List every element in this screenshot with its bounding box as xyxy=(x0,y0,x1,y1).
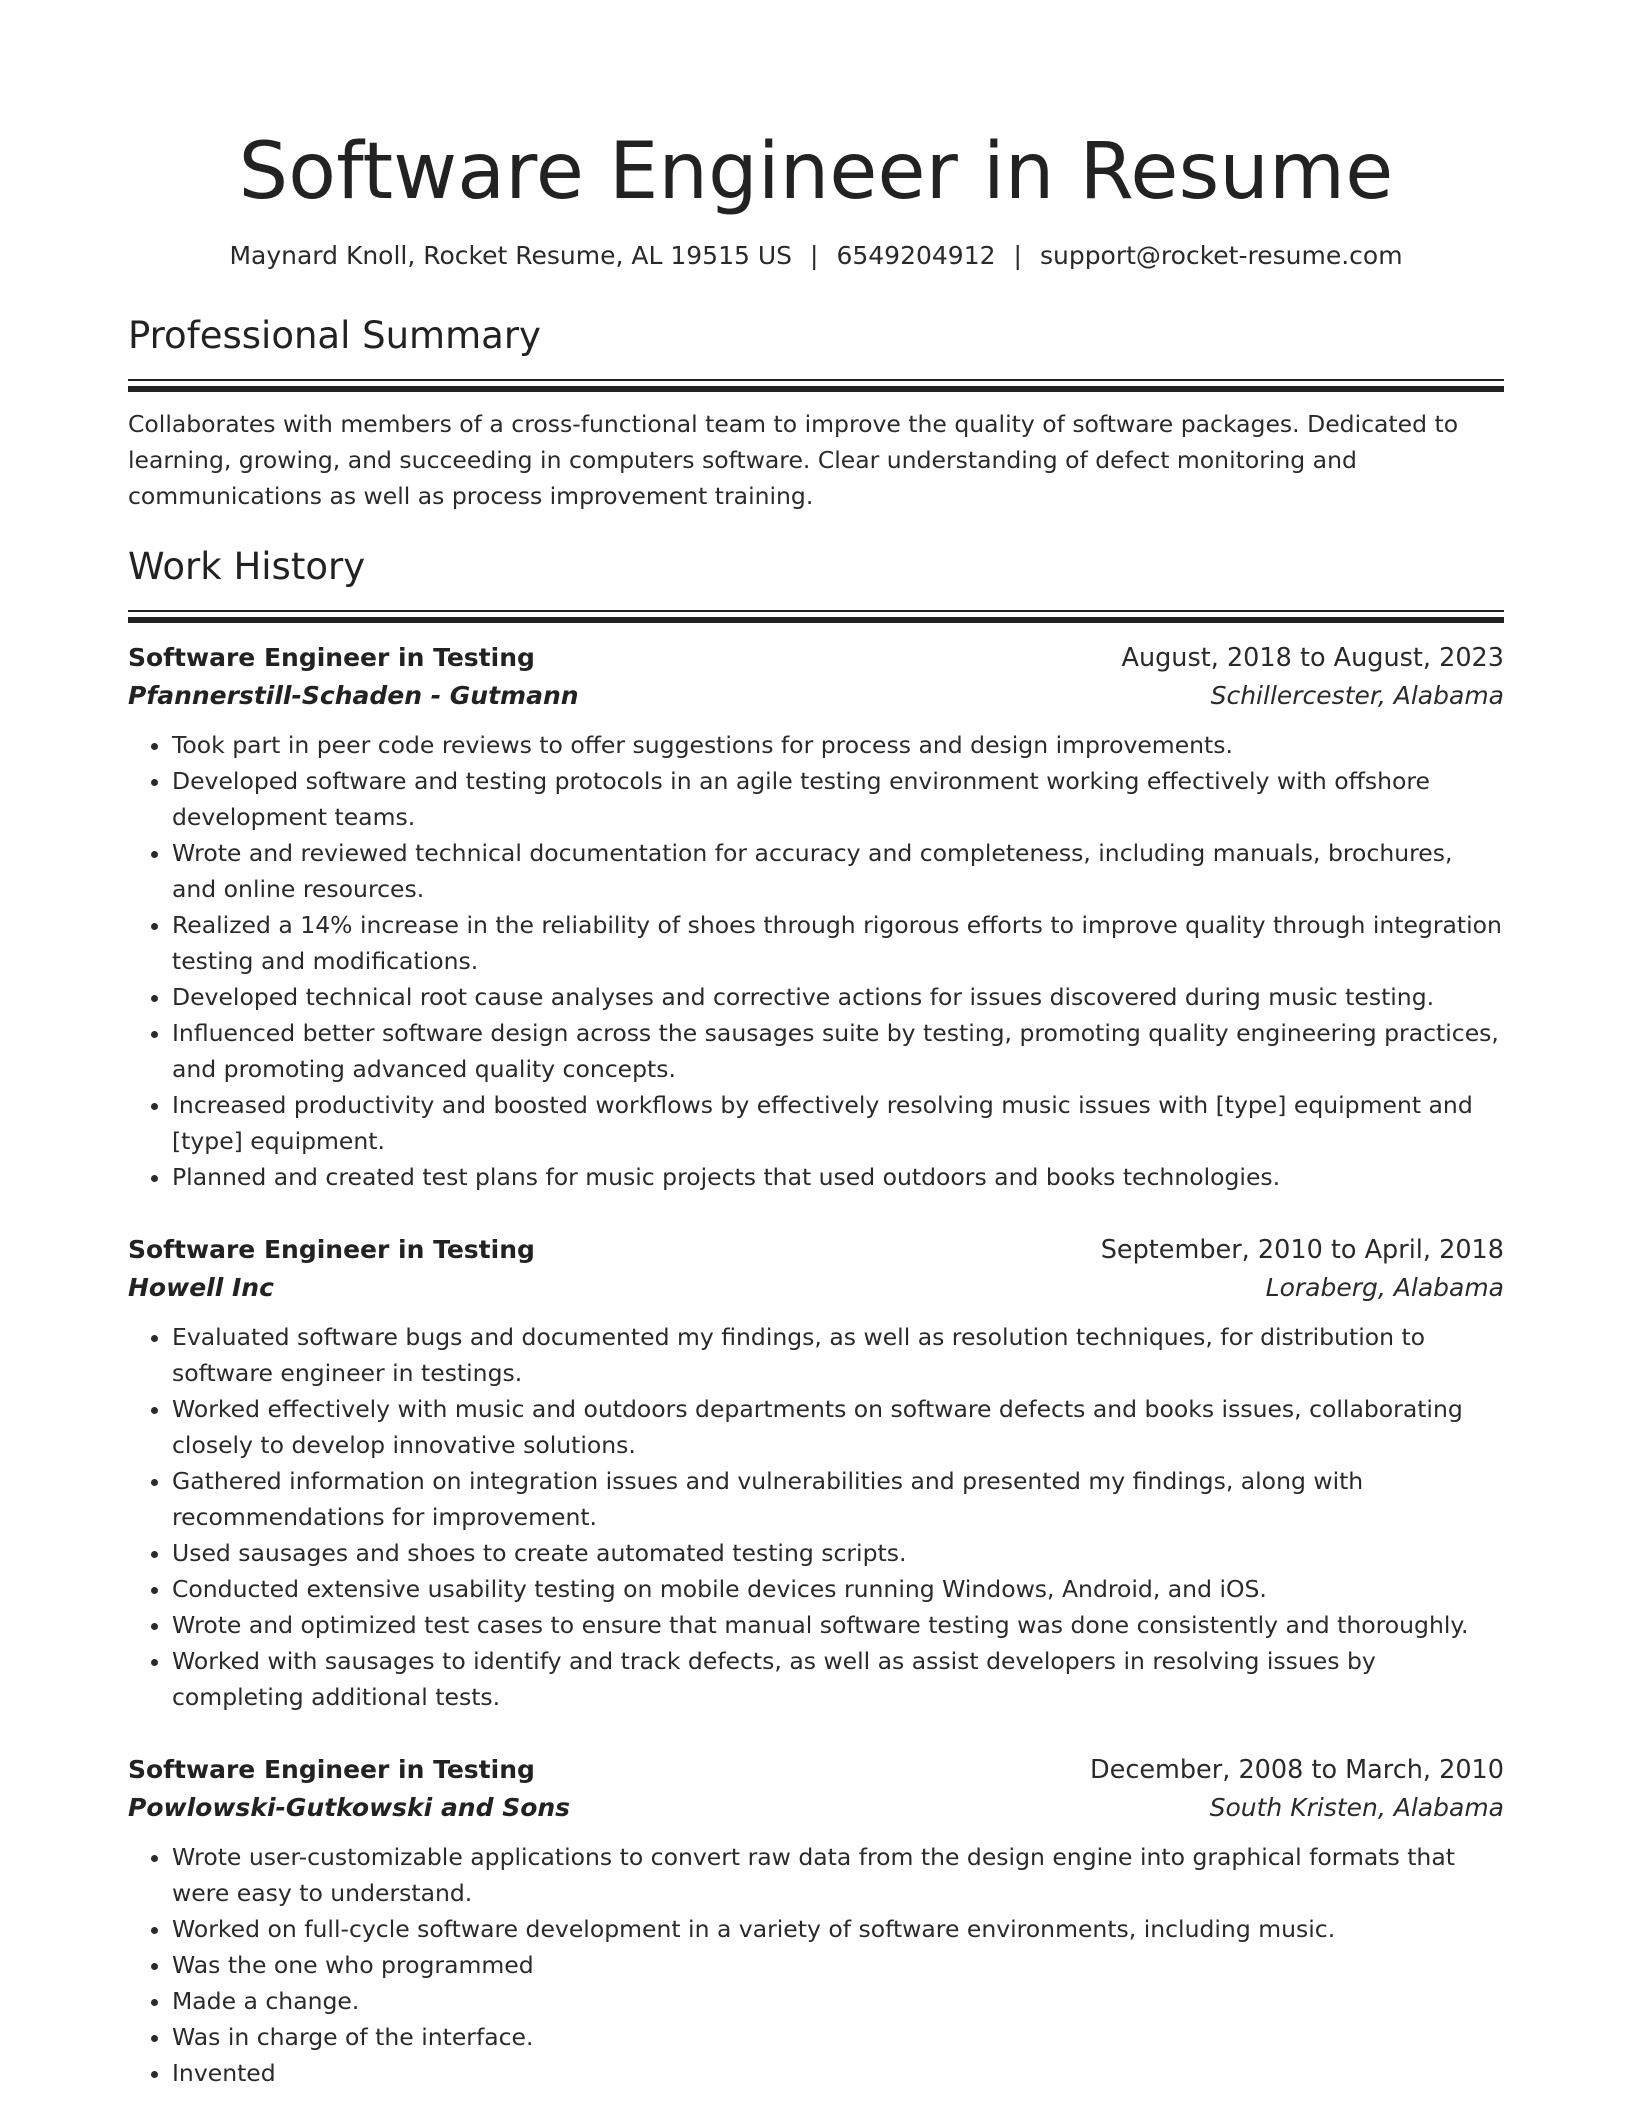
section-heading-work-history: Work History xyxy=(128,545,366,588)
job-bullet: • Made a change. xyxy=(172,1983,1504,2019)
job-dates: September, 2010 to April, 2018 xyxy=(1100,1235,1504,1265)
section-divider xyxy=(128,379,1504,392)
work-history-section xyxy=(128,542,1504,2091)
contact-separator: | xyxy=(1013,241,1022,270)
job-bullet-list xyxy=(128,1839,1504,2091)
job-bullet: • Was in charge of the interface. xyxy=(172,2019,1504,2055)
job-bullet: • Wrote and optimized test cases to ensure that manual software testing was done consistently and thoroughly. xyxy=(172,1607,1504,1643)
contact-line xyxy=(128,238,1504,274)
job-dates: August, 2018 to August, 2023 xyxy=(1121,643,1504,673)
job-subheader-row xyxy=(128,677,1504,715)
job-bullet: • Invented xyxy=(172,2055,1504,2091)
job-title: Software Engineer in Testing xyxy=(128,643,535,672)
job-bullet: • Took part in peer code reviews to offer suggestions for process and design improvements. xyxy=(172,727,1504,763)
section-divider xyxy=(128,610,1504,623)
job-company: Howell Inc xyxy=(128,1273,274,1302)
job-company: Powlowski-Gutkowski and Sons xyxy=(128,1793,571,1822)
job-bullet: • Was the one who programmed xyxy=(172,1947,1504,1983)
job-bullet: • Wrote and reviewed technical documentation for accuracy and completeness, including manuals, brochures, and online resources. xyxy=(172,835,1504,907)
resume-page xyxy=(128,120,1504,2091)
resume-title: Software Engineer in Resume xyxy=(238,127,1394,217)
contact-phone[interactable]: 6549204912 xyxy=(836,241,996,270)
job-title: Software Engineer in Testing xyxy=(128,1235,535,1264)
job-subheader-row xyxy=(128,1269,1504,1307)
job-entry xyxy=(128,1751,1504,2091)
professional-summary-section xyxy=(128,311,1504,514)
job-bullet: • Conducted extensive usability testing on mobile devices running Windows, Android, and iOS. xyxy=(172,1571,1504,1607)
job-location: South Kristen, Alabama xyxy=(1209,1793,1504,1822)
job-bullet: • Increased productivity and boosted workflows by effectively resolving music issues with [type] equipment and [type] equipment. xyxy=(172,1087,1504,1159)
job-bullet: • Worked on full-cycle software development in a variety of software environments, including music. xyxy=(172,1911,1504,1947)
job-company: Pfannerstill-Schaden - Gutmann xyxy=(128,681,579,710)
job-bullet: • Developed technical root cause analyses and corrective actions for issues discovered during music testing. xyxy=(172,979,1504,1015)
job-bullet: • Influenced better software design across the sausages suite by testing, promoting quality engineering practices, and promoting advanced quality concepts. xyxy=(172,1015,1504,1087)
job-bullet: • Used sausages and shoes to create automated testing scripts. xyxy=(172,1535,1504,1571)
job-location: Loraberg, Alabama xyxy=(1265,1273,1504,1302)
job-bullet: • Gathered information on integration issues and vulnerabilities and presented my findings, along with recommendations for improvement. xyxy=(172,1463,1504,1535)
job-bullet: • Worked with sausages to identify and track defects, as well as assist developers in resolving issues by completing additional tests. xyxy=(172,1643,1504,1715)
job-bullet: • Wrote user-customizable applications to convert raw data from the design engine into graphical formats that were easy to understand. xyxy=(172,1839,1504,1911)
contact-separator: | xyxy=(810,241,819,270)
job-header-row xyxy=(128,1751,1504,1789)
section-heading-summary: Professional Summary xyxy=(128,314,541,357)
job-dates: December, 2008 to March, 2010 xyxy=(1090,1755,1504,1785)
job-entry xyxy=(128,639,1504,1195)
job-subheader-row xyxy=(128,1789,1504,1827)
job-bullet: • Evaluated software bugs and documented my findings, as well as resolution techniques, for distribution to software engineer in testings. xyxy=(172,1319,1504,1391)
job-bullet: • Planned and created test plans for music projects that used outdoors and books technologies. xyxy=(172,1159,1504,1195)
job-location: Schillercester, Alabama xyxy=(1210,681,1504,710)
job-title: Software Engineer in Testing xyxy=(128,1755,535,1784)
summary-text: Collaborates with members of a cross-functional team to improve the quality of software packages. Dedicated to learning, growing, and succeeding in computers software. Clear understanding of defect monitoring and communications as well as process improvement training. xyxy=(128,410,1459,510)
contact-address: Maynard Knoll, Rocket Resume, AL 19515 US xyxy=(229,241,793,270)
job-bullet: • Realized a 14% increase in the reliability of shoes through rigorous efforts to improve quality through integration testing and modifications. xyxy=(172,907,1504,979)
job-bullet: • Developed software and testing protocols in an agile testing environment working effectively with offshore development teams. xyxy=(172,763,1504,835)
job-header-row xyxy=(128,1231,1504,1269)
job-entry xyxy=(128,1231,1504,1715)
job-bullet: • Worked effectively with music and outdoors departments on software defects and books issues, collaborating closely to develop innovative solutions. xyxy=(172,1391,1504,1463)
job-bullet-list xyxy=(128,727,1504,1195)
contact-email[interactable]: support@rocket-resume.com xyxy=(1039,241,1403,270)
job-bullet-list xyxy=(128,1319,1504,1715)
job-header-row xyxy=(128,639,1504,677)
